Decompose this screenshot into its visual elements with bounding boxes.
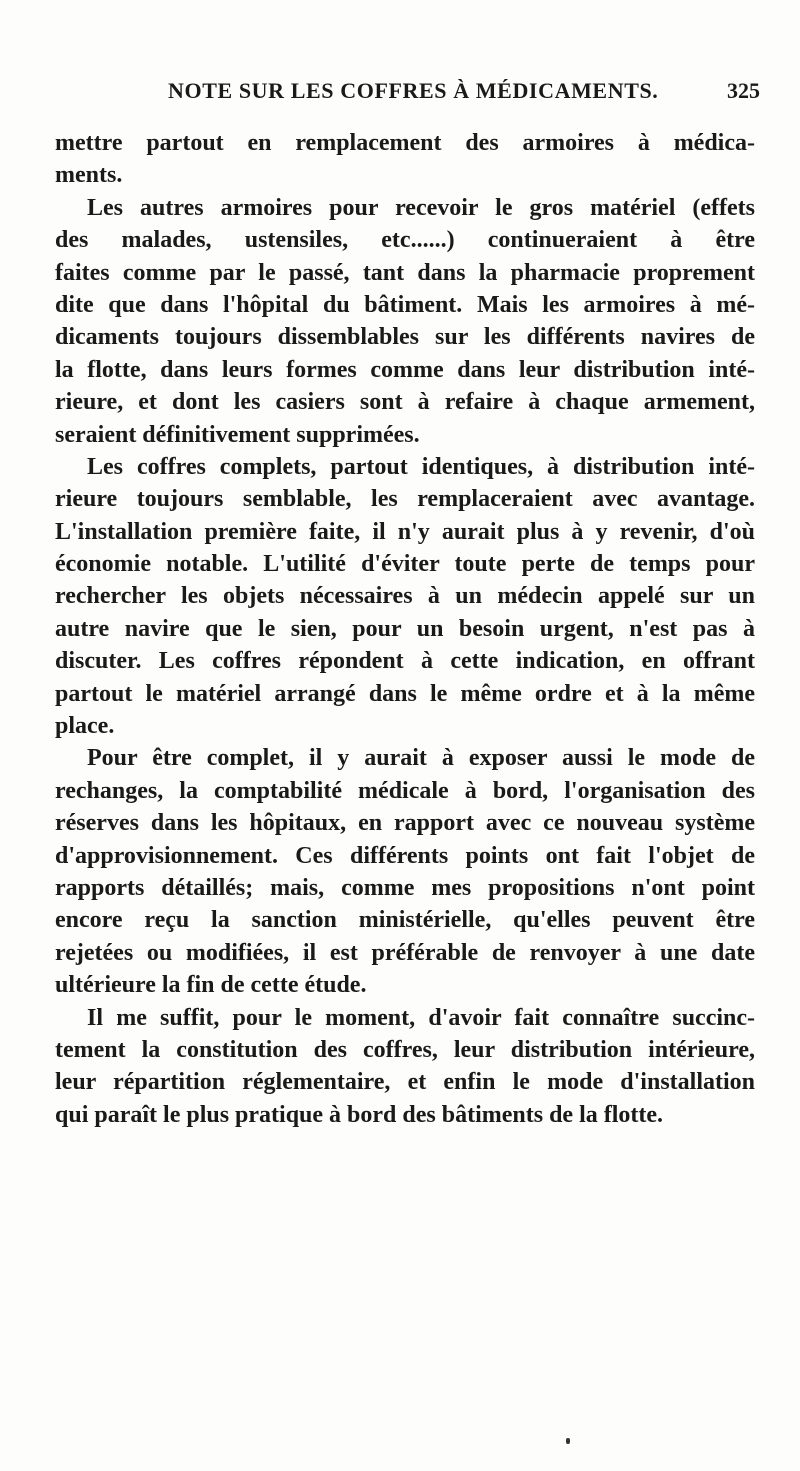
text-line: Il me suffit, pour le moment, d'avoir fait connaître succinc- — [87, 1004, 755, 1031]
running-header — [60, 78, 760, 112]
text-line: place. — [55, 713, 115, 740]
text-line: encore reçu la sanction ministérielle, qu'elles peuvent être — [55, 907, 755, 934]
text-line: d'approvisionnement. Ces différents points ont fait l'objet de — [55, 842, 755, 869]
text-line: partout le matériel arrangé dans le même ordre et à la même — [55, 680, 755, 707]
text-line: réserves dans les hôpitaux, en rapport avec ce nouveau système — [55, 810, 755, 837]
text-line: ultérieure la fin de cette étude. — [55, 972, 367, 999]
text-line: Les autres armoires pour recevoir le gros matériel (effets — [87, 194, 755, 221]
text-line: rejetées ou modifiées, il est préférable de renvoyer à une date — [55, 939, 755, 966]
body-text — [55, 127, 755, 1131]
text-line: leur répartition réglementaire, et enfin le mode d'installation — [55, 1069, 755, 1096]
text-line: rieure, et dont les casiers sont à refaire à chaque armement, — [55, 389, 755, 416]
running-title: NOTE SUR LES COFFRES À MÉDICAMENTS. — [168, 78, 659, 103]
text-line: discuter. Les coffres répondent à cette indication, en offrant — [55, 648, 755, 675]
text-line: Pour être complet, il y aurait à exposer aussi le mode de — [87, 745, 755, 772]
text-line: dicaments toujours dissemblables sur les différents navires de — [55, 324, 755, 351]
page-number: 325 — [727, 78, 760, 103]
text-line: qui paraît le plus pratique à bord des bâtiments de la flotte. — [55, 1101, 664, 1128]
text-line: L'installation première faite, il n'y aurait plus à y revenir, d'où — [55, 518, 755, 545]
text-line: rechercher les objets nécessaires à un médecin appelé sur un — [55, 583, 755, 610]
text-line: ments. — [55, 162, 123, 189]
text-line: mettre partout en remplacement des armoires à médica- — [55, 130, 755, 156]
ink-speck — [566, 1438, 570, 1444]
text-line: la flotte, dans leurs formes comme dans leur distribution inté- — [55, 356, 755, 383]
text-line: rapports détaillés; mais, comme mes propositions n'ont point — [55, 874, 755, 901]
text-line: rieure toujours semblable, les remplaceraient avec avantage. — [55, 486, 755, 513]
text-line: dite que dans l'hôpital du bâtiment. Mais les armoires à mé- — [55, 291, 755, 318]
text-line: autre navire que le sien, pour un besoin urgent, n'est pas à — [55, 615, 755, 642]
text-line: tement la constitution des coffres, leur distribution intérieure, — [55, 1036, 755, 1063]
text-line: rechanges, la comptabilité médicale à bord, l'organisation des — [55, 777, 755, 804]
text-line: Les coffres complets, partout identiques, à distribution inté- — [87, 453, 755, 480]
text-line: seraient définitivement supprimées. — [55, 421, 420, 448]
text-line: des malades, ustensiles, etc......) continueraient à être — [55, 227, 755, 254]
text-line: faites comme par le passé, tant dans la pharmacie proprement — [55, 259, 755, 286]
text-line: économie notable. L'utilité d'éviter toute perte de temps pour — [55, 551, 755, 578]
